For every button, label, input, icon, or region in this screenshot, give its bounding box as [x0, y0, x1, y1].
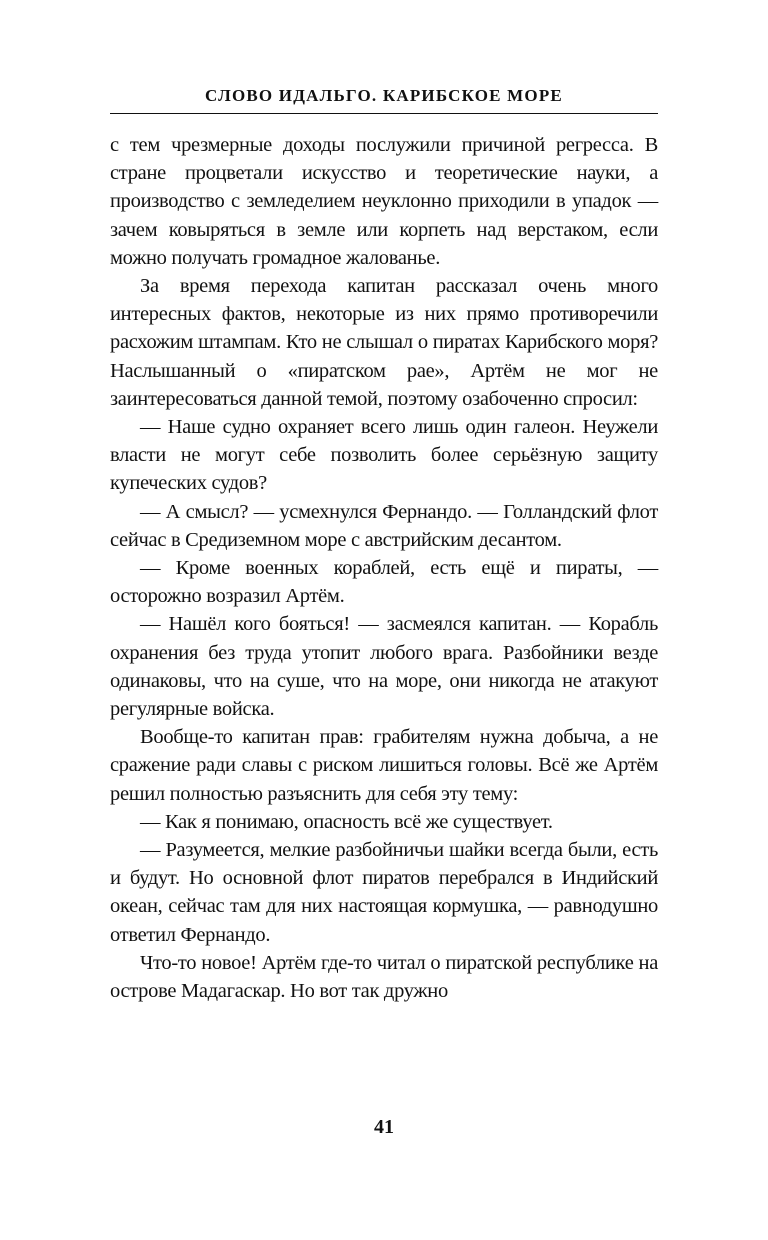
paragraph: За время перехода капитан рассказал очень много интересных фактов, некоторые из них прямо противоречили расхожим штампам. Кто не слышал о пиратах Карибского моря? Наслышанный о «пиратском рае», Артём не мог не заинтересоваться данной темой, поэтому озабоченно спросил: [110, 275, 658, 410]
paragraph: — Кроме военных кораблей, есть ещё и пираты, — осторожно возразил Артём. [110, 557, 658, 608]
paragraph: Вообще-то капитан прав: грабителям нужна добыча, а не сражение ради славы с риском лишиться головы. Всё же Артём решил полностью разъяснить для себя эту тему: [110, 726, 658, 805]
header-rule [110, 113, 658, 114]
body-text [110, 131, 658, 1005]
paragraph: — Разумеется, мелкие разбойничьи шайки всегда были, есть и будут. Но основной флот пиратов перебрался в Индийский океан, сейчас там для них настоящая кормушка, — равнодушно ответил Фернандо. [110, 839, 658, 946]
paragraph: — Нашёл кого бояться! — засмеялся капитан. — Корабль охранения без труда утопит любого врага. Разбойники везде одинаковы, что на суше, что на море, они никогда не атакуют регулярные войска. [110, 613, 658, 721]
paragraph: — Как я понимаю, опасность всё же существует. [140, 810, 553, 833]
page-number: 41 [374, 1116, 394, 1138]
running-head: СЛОВО ИДАЛЬГО. КАРИБСКОЕ МОРЕ [205, 86, 563, 105]
paragraph: с тем чрезмерные доходы послужили причиной регресса. В стране процветали искусство и теоретические науки, а производство с земледелием неуклонно приходили в упадок — зачем ковыряться в земле или корпеть над верстаком, если можно получать громадное жалованье. [110, 134, 658, 269]
paragraph: Что-то новое! Артём где-то читал о пиратской республике на острове Мадагаскар. Но вот так дружно [110, 951, 658, 1003]
paragraph: — Наше судно охраняет всего лишь один галеон. Неужели власти не могут себе позволить более серьёзную защиту купеческих судов? [110, 416, 658, 495]
paragraph: — А смысл? — усмехнулся Фернандо. — Голландский флот сейчас в Средиземном море с австрийским десантом. [110, 500, 658, 551]
